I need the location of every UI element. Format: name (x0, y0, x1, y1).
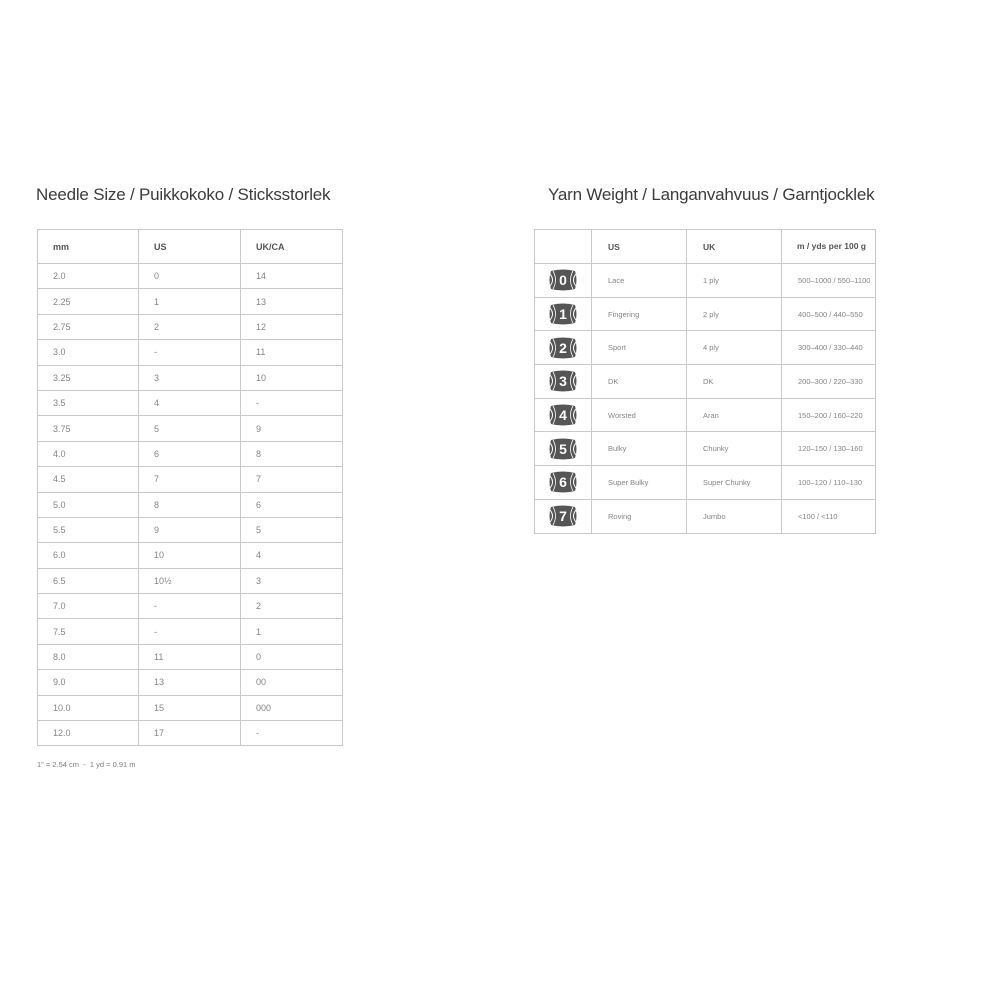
needle-mm-cell: 5.0 (38, 492, 139, 517)
needle-ukca-cell: 6 (241, 492, 343, 517)
yarn-weight-number: 7 (559, 508, 567, 525)
needle-mm-cell: 4.0 (38, 441, 139, 466)
needle-row (38, 721, 343, 746)
needle-header-mm: mm (38, 230, 139, 264)
needle-us-cell: 0 (139, 264, 241, 289)
yarn-header-uk: UK (687, 230, 782, 264)
needle-us-cell: - (139, 340, 241, 365)
needle-us-cell: 13 (139, 670, 241, 695)
needle-row (38, 568, 343, 593)
needle-ukca-cell: 10 (241, 365, 343, 390)
yarn-weight-7-icon (547, 504, 579, 528)
needle-ukca-cell: 000 (241, 695, 343, 720)
yarn-icon-cell (535, 297, 592, 331)
yarn-weight-number: 1 (559, 306, 567, 323)
needle-mm-cell: 6.5 (38, 568, 139, 593)
yarn-us-cell: Sport (592, 331, 687, 365)
needle-header-row (38, 230, 343, 264)
yarn-weight-2-icon (547, 336, 579, 360)
needle-ukca-cell: 2 (241, 594, 343, 619)
needle-us-cell: 4 (139, 390, 241, 415)
yarn-uk-cell: Jumbo (687, 499, 782, 533)
needle-mm-cell: 7.0 (38, 594, 139, 619)
needle-us-cell: 17 (139, 721, 241, 746)
yarn-row (535, 499, 876, 533)
yarn-uk-cell: Super Chunky (687, 466, 782, 500)
conversion-note: 1" = 2.54 cm - 1 yd = 0.91 m (37, 760, 136, 769)
needle-mm-cell: 3.25 (38, 365, 139, 390)
needle-ukca-cell: 12 (241, 314, 343, 339)
needle-mm-cell: 7.5 (38, 619, 139, 644)
yarn-us-cell: Fingering (592, 297, 687, 331)
yarn-row (535, 365, 876, 399)
yarn-uk-cell: 2 ply (687, 297, 782, 331)
needle-mm-cell: 3.75 (38, 416, 139, 441)
needle-ukca-cell: - (241, 390, 343, 415)
yarn-weight-title: Yarn Weight / Langanvahvuus / Garntjocklek (548, 185, 875, 204)
needle-us-cell: 1 (139, 289, 241, 314)
needle-us-cell: 8 (139, 492, 241, 517)
yarn-row (535, 398, 876, 432)
needle-row (38, 492, 343, 517)
needle-row (38, 441, 343, 466)
yarn-us-cell: Worsted (592, 398, 687, 432)
needle-us-cell: - (139, 619, 241, 644)
yarn-length-cell: <100 / <110 (782, 499, 876, 533)
needle-size-title: Needle Size / Puikkokoko / Sticksstorlek (36, 185, 331, 204)
yarn-us-cell: DK (592, 365, 687, 399)
yarn-uk-cell: 4 ply (687, 331, 782, 365)
needle-us-cell: 6 (139, 441, 241, 466)
needle-us-cell: 10 (139, 543, 241, 568)
yarn-us-cell: Lace (592, 264, 687, 298)
needle-ukca-cell: 9 (241, 416, 343, 441)
needle-us-cell: 7 (139, 467, 241, 492)
needle-row (38, 695, 343, 720)
needle-ukca-cell: - (241, 721, 343, 746)
needle-mm-cell: 8.0 (38, 644, 139, 669)
yarn-length-cell: 120–150 / 130–160 (782, 432, 876, 466)
needle-row (38, 517, 343, 542)
needle-ukca-cell: 3 (241, 568, 343, 593)
yarn-uk-cell: 1 ply (687, 264, 782, 298)
needle-mm-cell: 3.5 (38, 390, 139, 415)
needle-mm-cell: 12.0 (38, 721, 139, 746)
yarn-length-cell: 300–400 / 330–440 (782, 331, 876, 365)
needle-us-cell: 11 (139, 644, 241, 669)
needle-mm-cell: 3.0 (38, 340, 139, 365)
yarn-row (535, 297, 876, 331)
needle-us-cell: 9 (139, 517, 241, 542)
yarn-uk-cell: DK (687, 365, 782, 399)
needle-header-ukca: UK/CA (241, 230, 343, 264)
yarn-weight-number: 4 (559, 407, 567, 424)
needle-mm-cell: 2.75 (38, 314, 139, 339)
needle-ukca-cell: 7 (241, 467, 343, 492)
yarn-uk-cell: Chunky (687, 432, 782, 466)
yarn-icon-cell (535, 432, 592, 466)
needle-row (38, 619, 343, 644)
needle-mm-cell: 4.5 (38, 467, 139, 492)
needle-mm-cell: 6.0 (38, 543, 139, 568)
needle-ukca-cell: 8 (241, 441, 343, 466)
needle-ukca-cell: 00 (241, 670, 343, 695)
yarn-row (535, 432, 876, 466)
yarn-weight-4-icon (547, 403, 579, 427)
needle-row (38, 670, 343, 695)
yarn-weight-number: 2 (559, 339, 567, 356)
yarn-weight-number: 3 (559, 373, 567, 390)
needle-row (38, 390, 343, 415)
needle-row (38, 543, 343, 568)
yarn-length-cell: 100–120 / 110–130 (782, 466, 876, 500)
yarn-weight-number: 5 (559, 440, 567, 457)
needle-row (38, 416, 343, 441)
yarn-row (535, 466, 876, 500)
needle-us-cell: 10½ (139, 568, 241, 593)
yarn-icon-cell (535, 398, 592, 432)
yarn-row (535, 331, 876, 365)
yarn-header-us: US (592, 230, 687, 264)
needle-mm-cell: 10.0 (38, 695, 139, 720)
needle-row (38, 594, 343, 619)
needle-row (38, 644, 343, 669)
needle-ukca-cell: 4 (241, 543, 343, 568)
needle-row (38, 314, 343, 339)
yarn-weight-6-icon (547, 470, 579, 494)
yarn-weight-number: 0 (559, 272, 567, 289)
needle-row (38, 467, 343, 492)
yarn-length-cell: 500–1000 / 550–1100 (782, 264, 876, 298)
yarn-us-cell: Bulky (592, 432, 687, 466)
yarn-icon-cell (535, 365, 592, 399)
needle-size-table (37, 229, 343, 746)
needle-mm-cell: 5.5 (38, 517, 139, 542)
yarn-icon-cell (535, 264, 592, 298)
yarn-uk-cell: Aran (687, 398, 782, 432)
needle-us-cell: 15 (139, 695, 241, 720)
yarn-icon-cell (535, 331, 592, 365)
yarn-weight-0-icon (547, 268, 579, 292)
needle-row (38, 264, 343, 289)
needle-row (38, 340, 343, 365)
yarn-icon-cell (535, 466, 592, 500)
yarn-weight-1-icon (547, 302, 579, 326)
yarn-icon-cell (535, 499, 592, 533)
yarn-row (535, 264, 876, 298)
yarn-length-cell: 150–200 / 160–220 (782, 398, 876, 432)
yarn-us-cell: Super Bulky (592, 466, 687, 500)
needle-mm-cell: 2.25 (38, 289, 139, 314)
yarn-weight-table (534, 229, 876, 534)
needle-us-cell: 5 (139, 416, 241, 441)
yarn-weight-5-icon (547, 437, 579, 461)
needle-row (38, 289, 343, 314)
yarn-length-cell: 200–300 / 220–330 (782, 365, 876, 399)
yarn-weight-3-icon (547, 369, 579, 393)
yarn-weight-number: 6 (559, 474, 567, 491)
needle-ukca-cell: 11 (241, 340, 343, 365)
needle-ukca-cell: 0 (241, 644, 343, 669)
yarn-header-row (535, 230, 876, 264)
yarn-us-cell: Roving (592, 499, 687, 533)
needle-ukca-cell: 1 (241, 619, 343, 644)
yarn-length-cell: 400–500 / 440–550 (782, 297, 876, 331)
needle-us-cell: 2 (139, 314, 241, 339)
needle-us-cell: 3 (139, 365, 241, 390)
needle-ukca-cell: 13 (241, 289, 343, 314)
needle-ukca-cell: 5 (241, 517, 343, 542)
needle-row (38, 365, 343, 390)
needle-mm-cell: 9.0 (38, 670, 139, 695)
yarn-header-length: m / yds per 100 g (782, 230, 876, 264)
needle-us-cell: - (139, 594, 241, 619)
needle-header-us: US (139, 230, 241, 264)
yarn-header-icon (535, 230, 592, 264)
needle-ukca-cell: 14 (241, 264, 343, 289)
needle-mm-cell: 2.0 (38, 264, 139, 289)
